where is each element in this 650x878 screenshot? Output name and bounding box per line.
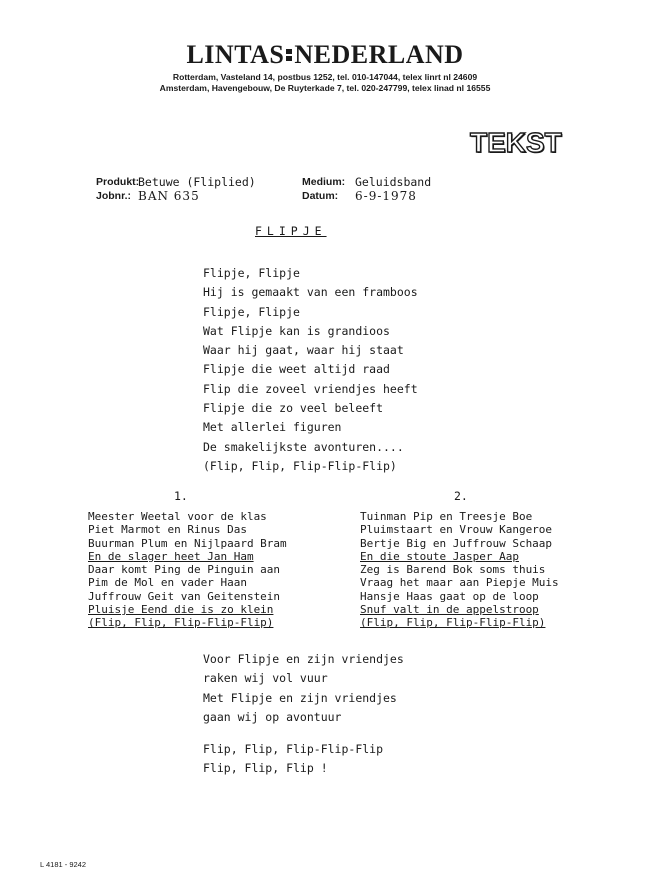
chorus-stanza (203, 650, 404, 727)
intro-line: Waar hij gaat, waar hij staat (203, 343, 404, 358)
jobnr-label: Jobnr.: (96, 190, 132, 202)
verse-1-line: Pluisje Eend die is zo klein (88, 603, 274, 617)
intro-line: Wat Flipje kan is grandioos (203, 323, 390, 338)
intro-stanza (203, 264, 418, 476)
verse-1-line: Piet Marmot en Rinus Das (88, 523, 247, 537)
verse-2-line: En die stoute Jasper Aap (360, 549, 519, 563)
verse-2-line: Snuf valt in de appelstroop (360, 603, 539, 617)
verse-2-line: (Flip, Flip, Flip-Flip-Flip) (360, 616, 546, 630)
song-title: FLIPJE (255, 224, 327, 238)
chorus-line: Voor Flipje en zijn vriendjes (203, 652, 404, 666)
brand-separator-icon (286, 49, 292, 61)
jobnr-value: BAN 635 (138, 189, 200, 203)
form-code: L 4181 - 9242 (40, 860, 87, 869)
outro-line: Flip, Flip, Flip-Flip-Flip (203, 742, 384, 756)
outro-stanza (203, 740, 383, 779)
brand-right: NEDERLAND (294, 40, 464, 69)
intro-line: Flipje die zo veel beleeft (203, 401, 384, 416)
tekst-stamp: TEKST (470, 127, 562, 158)
verse-2-line: Pluimstaart en Vrouw Kangeroe (360, 523, 553, 537)
medium-value: Geluidsband (355, 175, 432, 189)
verse-1-line: Meester Weetal voor de klas (88, 510, 267, 523)
verse-1-number: 1. (174, 489, 188, 503)
verse-1-line: Buurman Plum en Nijlpaard Bram (88, 536, 287, 550)
verse-1-line: (Flip, Flip, Flip-Flip-Flip) (88, 616, 274, 630)
verse-1-line: Juffrouw Geit van Geitenstein (88, 589, 281, 603)
intro-line: (Flip, Flip, Flip-Flip-Flip) (203, 458, 397, 473)
verse-2-line: Zeg is Barend Bok soms thuis (360, 563, 546, 577)
verse-2-line: Hansje Haas gaat op de loop (360, 589, 539, 603)
verse-1 (88, 510, 287, 630)
datum-label: Datum: (302, 190, 339, 202)
medium-label: Medium: (302, 176, 346, 188)
datum-value: 6-9-1978 (355, 189, 417, 203)
intro-line: De smakelijkste avonturen.... (203, 439, 404, 454)
verse-2-line: Vraag het maar aan Piepje Muis (360, 576, 559, 590)
chorus-line: raken wij vol vuur (203, 671, 328, 686)
intro-line: Flipje die weet altijd raad (203, 362, 390, 377)
company-logo (0, 40, 650, 70)
chorus-line: Met Flipje en zijn vriendjes (203, 690, 397, 705)
brand-left: LINTAS (186, 40, 285, 69)
intro-line: Flipje, Flipje (203, 304, 300, 319)
intro-line: Flipje, Flipje (203, 266, 300, 280)
verse-2-line: Bertje Big en Juffrouw Schaap (360, 536, 553, 550)
verse-2-number: 2. (454, 489, 468, 503)
verse-2 (360, 510, 559, 630)
outro-line: Flip, Flip, Flip ! (203, 761, 328, 776)
verse-1-line: Daar komt Ping de Pinguin aan (88, 563, 281, 577)
produkt-label: Produkt: (96, 176, 140, 188)
intro-line: Met allerlei figuren (203, 420, 342, 435)
address-line-amsterdam: Amsterdam, Havengebouw, De Ruyterkade 7, tel. 020-247799, telex linad nl 16555 (159, 83, 491, 93)
address-line-rotterdam: Rotterdam, Vasteland 14, postbus 1252, tel. 010-147044, telex linrt nl 24609 (172, 72, 478, 82)
chorus-line: gaan wij op avontuur (203, 709, 342, 724)
verse-2-line: Tuinman Pip en Treesje Boe (360, 510, 533, 523)
intro-line: Hij is gemaakt van een framboos (203, 285, 418, 300)
intro-line: Flip die zoveel vriendjes heeft (203, 381, 418, 396)
verse-1-line: Pim de Mol en vader Haan (88, 576, 247, 590)
produkt-value: Betuwe (Fliplied) (138, 175, 256, 189)
verse-1-line: En de slager heet Jan Ham (88, 549, 254, 563)
